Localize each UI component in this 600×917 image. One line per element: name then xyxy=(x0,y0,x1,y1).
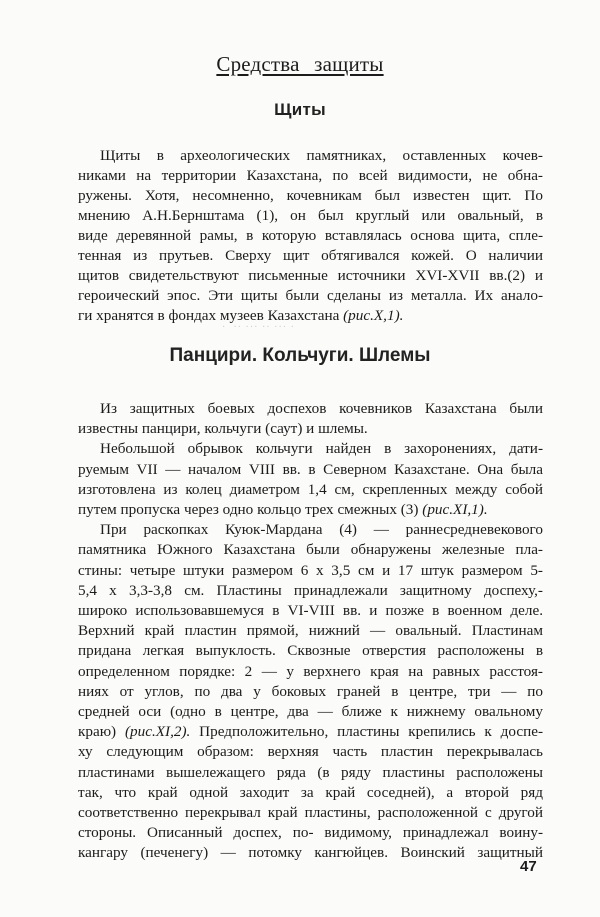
text-line: мнению А.Н.Бернштама (1), он был круглый или овальный, в xyxy=(78,207,543,224)
text-fragment: путем пропуска через одно кольцо трех смежных (3) xyxy=(78,501,419,519)
text-line xyxy=(78,306,543,326)
text-line: изготовлена из колец диаметром 1,4 см, скрепленных между собой xyxy=(78,480,543,498)
text-line: тенная из прутьев. Сверху щит обтягивался кожей. О наличии xyxy=(78,247,543,264)
figure-reference: (рис.X,1). xyxy=(343,307,404,324)
text-line: соответственно перекрывал край пластины, расположенной с другой xyxy=(78,804,543,822)
text-line: памятника Южного Казахстана были обнаружены железные пла- xyxy=(78,541,543,559)
text-line: кангару (печенегу) — потомку кангюйцев. Воинский защитный xyxy=(78,844,543,862)
text-line: широко использовавшемуся в VI-VIII вв. и позже в военном деле. xyxy=(78,602,543,620)
figure-reference: (рис.XI,1). xyxy=(422,501,488,519)
text-line: стороны. Описанный доспех, по- видимому, принадлежал воину- xyxy=(78,824,543,842)
text-fragment: ующим образом: верхняя часть пластин перекрывалась xyxy=(134,743,543,761)
text-line: щитов свидетельствуют письменные источники XVI-XVII вв.(2) и xyxy=(78,267,543,284)
text-line xyxy=(78,722,543,742)
text-fragment: краю) xyxy=(78,723,117,741)
text-line: Из защитных боевых доспехов кочевников Казахстана были xyxy=(100,400,543,417)
paragraph-shields xyxy=(78,146,543,326)
text-line: известны панцири, кольчуги (саут) и шлемы. xyxy=(78,420,368,438)
figure-reference: (рис.XI,2). xyxy=(124,723,191,741)
text-fragment: ги хранятся в фондах музеев Казахстана xyxy=(78,307,340,324)
text-line: Небольшой обрывок кольчуги найден в захоронениях, дати- xyxy=(100,440,543,458)
text-line: стины: четыре штуки размером 6 х 3,5 см и 17 штук размером 5- xyxy=(78,561,543,579)
text-line: придана легкая выпуклость. Сквозные отверстия расположены в xyxy=(78,642,543,660)
text-line: Щиты в археологических памятниках, оставленных кочев- xyxy=(100,147,543,164)
text-line: средней оси (одно в центре, два — ближе к нижнему овальному xyxy=(78,703,543,721)
text-line: Верхний край пластин прямой, нижний — овальный. Пластинам xyxy=(78,622,543,640)
page-number: 47 xyxy=(520,858,537,875)
text-line: героический эпос. Эти щиты были сделаны из металла. Их анало- xyxy=(78,287,543,304)
page-title: Средства защиты xyxy=(216,52,384,76)
text-line: так, что край одной заходит за край соседней), а второй ряд xyxy=(78,783,543,801)
text-line: определенном порядке: 2 — у верхнего края на равных расстоя- xyxy=(78,662,543,680)
text-line xyxy=(78,742,543,762)
text-line xyxy=(78,500,543,520)
text-line: ружены. Хотя, несомненно, кочевникам был известен щит. По xyxy=(78,187,543,204)
text-fragment: Предположительно, пластины крепились к доспе- xyxy=(190,723,543,741)
text-line: виде деревянной рамы, в которую вставлялась основа щита, спле- xyxy=(78,227,543,244)
text-line: ниях от углов, по два у боковых граней в центре, три — по xyxy=(78,682,543,700)
text-line: пластинами вышележащего ряда (в ряду пластины расположены xyxy=(78,763,543,781)
text-line: руемым VII — началом VIII вв. в Северном Казахстане. Она была xyxy=(78,460,543,478)
text-fragment: ху след xyxy=(78,743,135,761)
text-line: 5,4 х 3,3-3,8 см. Пластины принадлежали защитному доспеху,- xyxy=(78,581,543,599)
text-line: никами на территории Казахстана, по всей видимости, не обна- xyxy=(78,167,543,184)
section-heading-armor: Панцири. Кольчуги. Шлемы xyxy=(169,345,431,366)
paragraph-armor xyxy=(78,399,543,864)
section-heading-shields: Щиты xyxy=(274,100,326,119)
text-line: При раскопках Куюк-Мардана (4) — раннесредневекового xyxy=(100,521,543,539)
print-smudge: · ·· ··· ·· ··· · xyxy=(222,322,295,333)
